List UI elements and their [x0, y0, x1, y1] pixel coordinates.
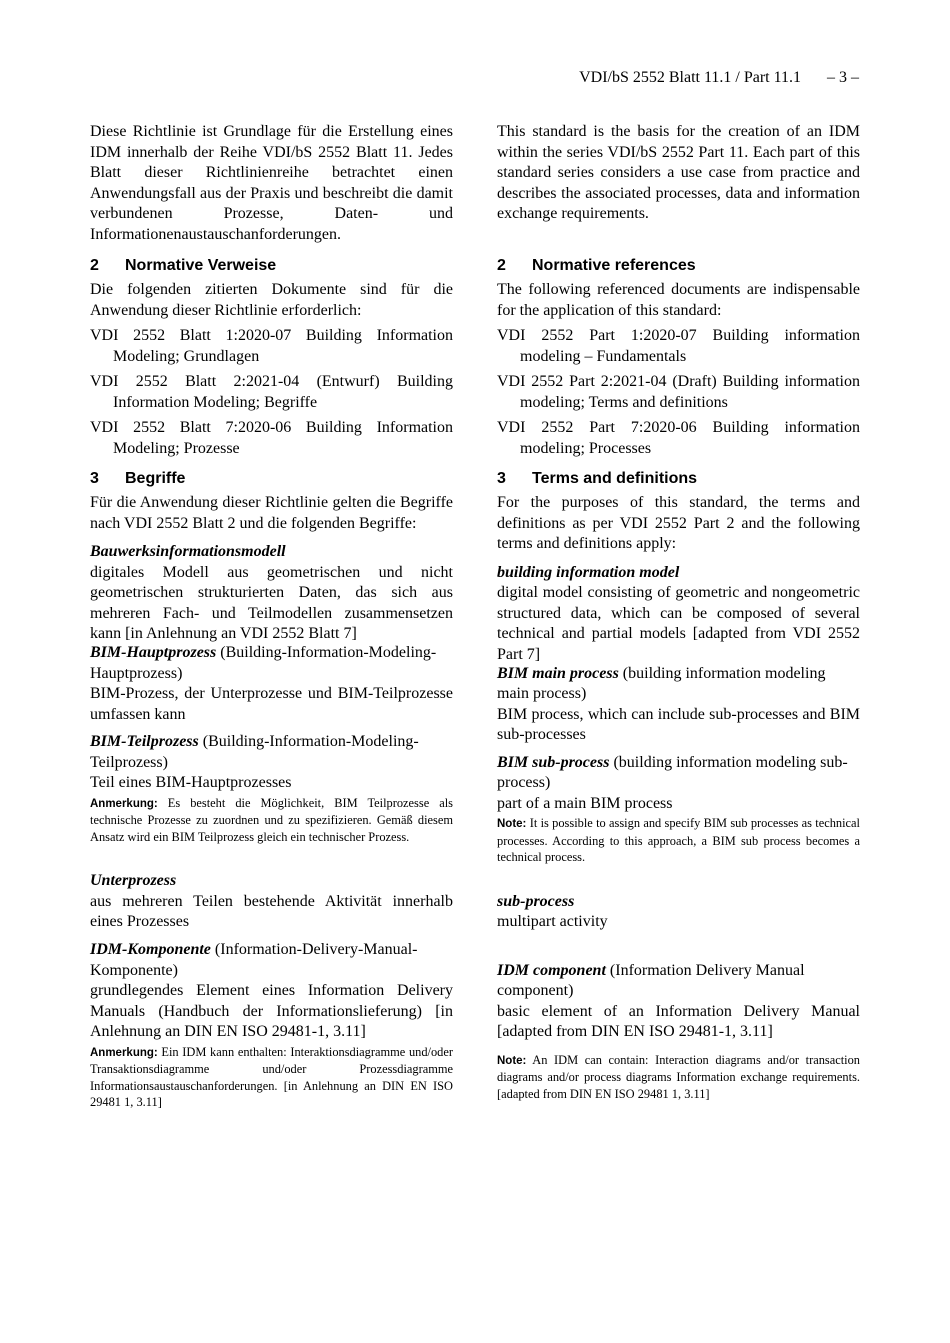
term-entry: [497, 892, 860, 952]
section-terms: [497, 469, 860, 1102]
term-entry: BIM-Hauptprozess (Building-Information-Modeling-Hauptprozess) BIM-Prozess, der Unterprozesse und BIM-Teilprozesse umfassen kann: [90, 643, 453, 723]
reference-item: VDI 2552 Blatt 1:2020-07 Building Information Modeling; Grundlagen: [90, 327, 453, 365]
term-definition: part of a main BIM process: [497, 794, 673, 812]
german-column: [90, 122, 453, 1120]
term-entry: IDM component (Information Delivery Manual component) basic element of an Information Delivery Manual [adapted from DIN EN ISO 29481-1, 3.11] Note: An IDM can contain: Interaction diagrams and/or transaction diagrams and/or process diagrams Information exchange requirements. [adapted from DIN EN ISO 29481 1, 3.11]: [497, 961, 860, 1101]
term-name: BIM-Teilprozess: [90, 733, 199, 750]
term-name: BIM-Hauptprozess: [90, 644, 217, 661]
reference-item: VDI 2552 Part 1:2020-07 Building information modeling – Fundamentals: [497, 327, 860, 365]
term-name: IDM-Komponente: [90, 941, 211, 958]
intro-paragraph: Diese Richtlinie ist Grundlage für die Erstellung eines IDM innerhalb der Reihe VDI/bS 2552 Blatt 11. Jedes Blatt dieser Richtlinienreihe betrachtet einen Anwendungsfall aus der Praxis und beschreibt die damit verbundenen Prozesse, Daten- und Informationenaustauschanforderungen.: [90, 123, 453, 243]
section-intro: The following referenced documents are indispensable for the application of this standard:: [497, 281, 860, 319]
term-definition: BIM-Prozess, der Unterprozesse und BIM-Teilprozesse umfassen kann: [90, 685, 453, 723]
term-definition: basic element of an Information Delivery Manual [adapted from DIN EN ISO 29481-1, 3.11]: [497, 1002, 860, 1040]
term-note: Anmerkung: Es besteht die Möglichkeit, BIM Teilprozesse als technische Prozesse zu zuordnen und zu spezifizieren. Gemäß diesem Ansatz wird ein BIM Teilprozess gleich ein technischer Prozess.: [90, 795, 453, 844]
term-entry: IDM-Komponente (Information-Delivery-Manual-Komponente) grundlegendes Element eines Information Delivery Manuals (Handbuch der Informationslieferung) [in Anlehnung an DIN EN ISO 29481-1, 3.11] Anmerkung: Ein IDM kann enthalten: Interaktionsdiagramme und/oder Transaktionsdiagramme und/oder Prozessdiagramme Informationsaustauschanforderungen. [in Anlehnung an DIN EN ISO 29481 1, 3.11]: [90, 941, 453, 1110]
section-normative-references: [497, 256, 860, 469]
section-intro: For the purposes of this standard, the terms and definitions as per VDI 2552 Part 2 and the following terms and definitions apply:: [497, 494, 860, 552]
term-entry: [497, 563, 860, 663]
term-name: IDM component: [497, 961, 606, 979]
term-definition: Teil eines BIM-Hauptprozesses: [90, 774, 292, 791]
term-definition: grundlegendes Element eines Information Delivery Manuals (Handbuch der Informationslieferung) [in Anlehnung an DIN EN ISO 29481-1, 3.11]: [90, 982, 453, 1040]
term-entry: BIM-Teilprozess (Building-Information-Modeling-Teilprozess) Teil eines BIM-Hauptprozesses Anmerkung: Es besteht die Möglichkeit, BIM Teilprozesse als technische Prozesse zu zuordnen und zu spezifizieren. Gemäß diesem Ansatz wird ein BIM Teilprozess gleich ein technischer Prozess.: [90, 733, 453, 844]
term-definition: digitales Modell aus geometrischen und nicht geometrischen strukturierten Daten, das sich aus mehreren Fach- und Teilmodellen zusammensetzen kann [in Anlehnung an VDI 2552 Blatt 7]: [90, 563, 453, 642]
page-number: – 3 –: [827, 69, 859, 86]
term-definition: digital model consisting of geometric and nongeometric structured data, which can be composed of several technical and partial models [adapted from VDI 2552 Part 7]: [497, 584, 860, 663]
term-note: Anmerkung: Ein IDM kann enthalten: Interaktionsdiagramme und/oder Transaktionsdiagramme und/oder Prozessdiagramme Informationsaustauschanforderungen. [in Anlehnung an DIN EN ISO 29481 1, 3.11]: [90, 1044, 453, 1110]
reference-item: VDI 2552 Part 7:2020-06 Building information modeling; Processes: [497, 419, 860, 457]
section-terms: [90, 469, 453, 1111]
term-name: Bauwerksinformationsmodell: [90, 543, 286, 560]
term-definition: BIM process, which can include sub-processes and BIM sub-processes: [497, 705, 860, 743]
section-normative-references: [90, 256, 453, 469]
term-name: building information model: [497, 563, 680, 581]
english-column: [497, 122, 860, 1111]
term-entry: BIM main process (building information modeling main process) BIM process, which can include sub-processes and BIM sub-processes: [497, 664, 860, 744]
term-name: BIM main process: [497, 664, 619, 682]
term-definition: aus mehreren Teilen bestehende Aktivität innerhalb eines Prozesses: [90, 892, 453, 930]
section-heading: 3 Begriffe: [90, 470, 186, 487]
term-name: Unterprozess: [90, 872, 177, 889]
section-heading: 3 Terms and definitions: [497, 470, 698, 487]
intro-paragraph: This standard is the basis for the creation of an IDM within the series VDI/bS 2552 Part 11. Each part of this standard series considers a use case from practice and describes the associated processes, data and information exchange requirements.: [497, 123, 860, 222]
section-intro: Für die Anwendung dieser Richtlinie gelten die Begriffe nach VDI 2552 Blatt 2 und die folgenden Begriffe:: [90, 494, 453, 532]
term-entry: BIM sub-process (building information modeling sub-process) part of a main BIM process Note: It is possible to assign and specify BIM sub processes as technical processes. According to this approach, a BIM sub process becomes a technical process.: [497, 753, 860, 865]
page-header: [579, 68, 859, 88]
reference-item: VDI 2552 Blatt 2:2021-04 (Entwurf) Building Information Modeling; Begriffe: [90, 373, 453, 411]
term-note: Note: An IDM can contain: Interaction diagrams and/or transaction diagrams and/or process diagrams Information exchange requirements. [adapted from DIN EN ISO 29481 1, 3.11]: [497, 1052, 860, 1101]
document-id: VDI/bS 2552 Blatt 11.1 / Part 11.1: [579, 69, 801, 86]
term-name: BIM sub-process: [497, 753, 610, 771]
term-entry: [90, 542, 453, 642]
term-entry: [90, 871, 453, 931]
reference-item: VDI 2552 Blatt 7:2020-06 Building Information Modeling; Prozesse: [90, 419, 453, 457]
term-name: sub-process: [497, 892, 575, 910]
reference-item: VDI 2552 Part 2:2021-04 (Draft) Building information modeling; Terms and definitions: [497, 373, 860, 411]
section-heading: 2 Normative Verweise: [90, 257, 277, 274]
term-definition: multipart activity: [497, 913, 608, 930]
section-heading: 2 Normative references: [497, 257, 696, 274]
term-note: Note: It is possible to assign and specify BIM sub processes as technical processes. According to this approach, a BIM sub process becomes a technical process.: [497, 816, 860, 865]
section-intro: Die folgenden zitierten Dokumente sind für die Anwendung dieser Richtlinie erforderlich:: [90, 281, 453, 319]
